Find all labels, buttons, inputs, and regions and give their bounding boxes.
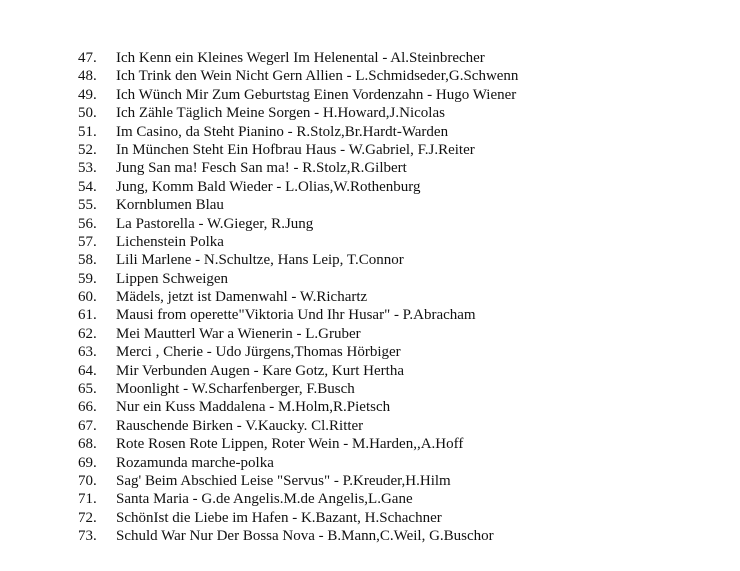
item-title: Mausi from operette"Viktoria Und Ihr Husar" - P.Abracham bbox=[116, 307, 476, 324]
item-title: Nur ein Kuss Maddalena - M.Holm,R.Pietsch bbox=[116, 399, 391, 416]
list-item bbox=[78, 435, 518, 453]
item-title: Rauschende Birken - V.Kaucky. Cl.Ritter bbox=[116, 417, 364, 434]
list-item bbox=[78, 288, 518, 306]
item-title: Kornblumen Blau bbox=[116, 197, 224, 214]
item-number: 68. bbox=[78, 436, 97, 453]
item-number: 62. bbox=[78, 325, 97, 342]
item-number: 70. bbox=[78, 472, 97, 489]
item-number: 47. bbox=[78, 50, 97, 66]
item-number: 55. bbox=[78, 197, 97, 214]
list-item bbox=[78, 233, 518, 251]
list-item bbox=[78, 306, 518, 324]
list-item bbox=[78, 325, 518, 343]
item-number: 64. bbox=[78, 362, 97, 379]
item-title: Ich Trink den Wein Nicht Gern Allien - L.Schmidseder,G.Schwenn bbox=[116, 68, 519, 85]
item-number: 48. bbox=[78, 68, 97, 85]
item-number: 49. bbox=[78, 86, 97, 103]
item-title: Lippen Schweigen bbox=[116, 270, 229, 287]
item-number: 58. bbox=[78, 252, 97, 269]
item-title: Jung, Komm Bald Wieder - L.Olias,W.Rothenburg bbox=[116, 178, 421, 195]
list-item bbox=[78, 251, 518, 269]
item-title: Lichenstein Polka bbox=[116, 233, 224, 250]
item-number: 63. bbox=[78, 344, 97, 361]
item-title: SchönIst die Liebe im Hafen - K.Bazant, H.Schachner bbox=[116, 509, 442, 526]
item-number: 52. bbox=[78, 141, 97, 158]
song-list bbox=[78, 49, 518, 546]
item-title: Jung San ma! Fesch San ma! - R.Stolz,R.Gilbert bbox=[116, 160, 407, 177]
list-item bbox=[78, 509, 518, 527]
item-title: Rote Rosen Rote Lippen, Roter Wein - M.Harden,,A.Hoff bbox=[116, 436, 464, 453]
item-title: Sag' Beim Abschied Leise "Servus" - P.Kreuder,H.Hilm bbox=[116, 472, 451, 489]
list-item bbox=[78, 178, 518, 196]
item-title: La Pastorella - W.Gieger, R.Jung bbox=[116, 215, 314, 232]
list-item bbox=[78, 490, 518, 508]
item-number: 51. bbox=[78, 123, 97, 140]
item-number: 50. bbox=[78, 105, 97, 122]
list-item bbox=[78, 270, 518, 288]
list-item bbox=[78, 159, 518, 177]
item-number: 69. bbox=[78, 454, 97, 471]
item-title: Ich Wünch Mir Zum Geburtstag Einen Vordenzahn - Hugo Wiener bbox=[116, 86, 517, 103]
item-number: 53. bbox=[78, 160, 97, 177]
list-item bbox=[78, 454, 518, 472]
list-item bbox=[78, 86, 518, 104]
item-title: Im Casino, da Steht Pianino - R.Stolz,Br.Hardt-Warden bbox=[116, 123, 449, 140]
list-item bbox=[78, 123, 518, 141]
item-title: Merci , Cherie - Udo Jürgens,Thomas Hörbiger bbox=[116, 344, 401, 361]
item-title: Ich Kenn ein Kleines Wegerl Im Helenental - Al.Steinbrecher bbox=[116, 50, 485, 66]
item-title: In München Steht Ein Hofbrau Haus - W.Gabriel, F.J.Reiter bbox=[116, 141, 475, 158]
list-item bbox=[78, 362, 518, 380]
item-title: Santa Maria - G.de Angelis.M.de Angelis,L.Gane bbox=[116, 491, 413, 508]
item-title: Schuld War Nur Der Bossa Nova - B.Mann,C.Weil, G.Buschor bbox=[116, 528, 494, 545]
item-number: 67. bbox=[78, 417, 97, 434]
item-number: 54. bbox=[78, 178, 97, 195]
item-number: 60. bbox=[78, 289, 97, 306]
item-title: Mei Mautterl War a Wienerin - L.Gruber bbox=[116, 325, 361, 342]
list-item bbox=[78, 398, 518, 416]
item-number: 61. bbox=[78, 307, 97, 324]
item-title: Lili Marlene - N.Schultze, Hans Leip, T.Connor bbox=[116, 252, 404, 269]
list-item bbox=[78, 215, 518, 233]
item-number: 71. bbox=[78, 491, 97, 508]
list-item bbox=[78, 141, 518, 159]
list-item bbox=[78, 527, 518, 545]
list-item bbox=[78, 104, 518, 122]
item-number: 56. bbox=[78, 215, 97, 232]
item-title: Mädels, jetzt ist Damenwahl - W.Richartz bbox=[116, 289, 368, 306]
list-item bbox=[78, 196, 518, 214]
item-number: 72. bbox=[78, 509, 97, 526]
list-item bbox=[78, 67, 518, 85]
item-number: 73. bbox=[78, 528, 97, 545]
item-title: Mir Verbunden Augen - Kare Gotz, Kurt Hertha bbox=[116, 362, 404, 379]
item-number: 65. bbox=[78, 381, 97, 398]
list-item bbox=[78, 49, 518, 67]
item-title: Ich Zähle Täglich Meine Sorgen - H.Howard,J.Nicolas bbox=[116, 105, 445, 122]
list-item bbox=[78, 343, 518, 361]
item-number: 59. bbox=[78, 270, 97, 287]
list-item bbox=[78, 472, 518, 490]
list-item bbox=[78, 380, 518, 398]
item-title: Rozamunda marche-polka bbox=[116, 454, 274, 471]
item-number: 57. bbox=[78, 233, 97, 250]
item-number: 66. bbox=[78, 399, 97, 416]
list-item bbox=[78, 417, 518, 435]
item-title: Moonlight - W.Scharfenberger, F.Busch bbox=[116, 381, 355, 398]
